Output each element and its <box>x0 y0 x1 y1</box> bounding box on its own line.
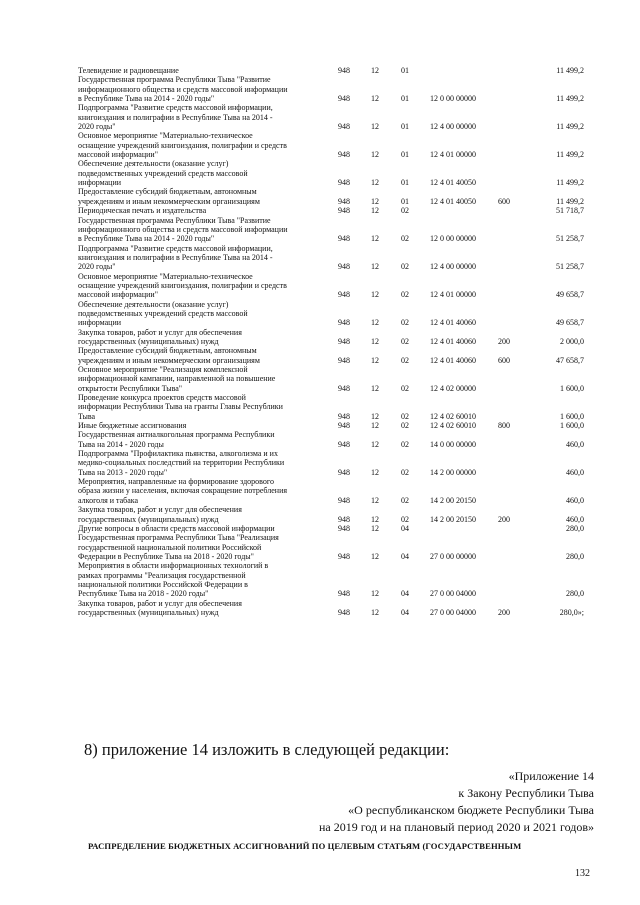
ministry-code: 948 <box>338 150 350 160</box>
row-name <box>78 421 328 430</box>
section-code: 12 <box>371 290 379 300</box>
section-code: 12 <box>371 262 379 272</box>
subsection-code: 02 <box>401 234 409 244</box>
row-name <box>78 430 328 449</box>
amount: 460,0 <box>566 467 584 477</box>
row-name-line: Предоставление субсидий бюджетным, автономным <box>78 346 257 356</box>
ministry-code: 948 <box>338 196 350 206</box>
table-row <box>78 533 598 561</box>
ministry-code: 948 <box>338 411 350 421</box>
row-name-line: государственных (муниципальных) нужд <box>78 607 219 617</box>
amount: 1 600,0 <box>560 383 584 393</box>
row-name <box>78 66 328 75</box>
row-name <box>78 346 328 365</box>
target-code: 27 0 00 04000 <box>430 607 476 617</box>
ministry-code: 948 <box>338 589 350 599</box>
ministry-code: 948 <box>338 355 350 365</box>
subsection-code: 02 <box>401 290 409 300</box>
amount: 11 499,2 <box>556 150 584 160</box>
table-row <box>78 75 598 103</box>
section-code: 12 <box>371 355 379 365</box>
row-name <box>78 216 328 244</box>
amount: 460,0 <box>566 439 584 449</box>
amount: 51 258,7 <box>556 234 584 244</box>
row-name-line: учреждениям и иным некоммерческим организациям <box>78 196 260 206</box>
row-name-line: 2020 годы" <box>78 262 116 272</box>
target-code: 12 4 01 40060 <box>430 336 476 346</box>
subsection-code: 04 <box>401 589 409 599</box>
row-name-line: Другие вопросы в области средств массовой информации <box>78 523 275 533</box>
section-code: 12 <box>371 150 379 160</box>
ministry-code: 948 <box>338 439 350 449</box>
row-name-line: Подпрограмма "Развитие средств массовой информации, <box>78 103 273 113</box>
amount: 11 499,2 <box>556 94 584 104</box>
subsection-code: 02 <box>401 206 409 216</box>
section-code: 12 <box>371 383 379 393</box>
row-name-line: Республике Тыва на 2018 - 2020 годы" <box>78 589 209 599</box>
row-name-line: Основное мероприятие "Материально-техническое <box>78 131 253 141</box>
row-name-line: Тыва <box>78 411 96 421</box>
amount: 47 658,7 <box>556 355 584 365</box>
table-row <box>78 244 598 272</box>
amount: 11 499,2 <box>556 196 584 206</box>
row-name-line: медико-социальных последствий на территории Республики <box>78 458 285 468</box>
row-name-line: рамках программы "Реализация государственной <box>78 570 246 580</box>
section-code: 12 <box>371 467 379 477</box>
section-code: 12 <box>371 421 379 431</box>
row-name-line: Государственная программа Республики Тыва "Реализация <box>78 533 279 543</box>
section-code: 12 <box>371 94 379 104</box>
row-name-line: информационного общества и средств массовой информации <box>78 84 288 94</box>
row-name-line: Закупка товаров, работ и услуг для обеспечения <box>78 598 242 608</box>
target-code: 12 4 01 40050 <box>430 178 476 188</box>
section-code: 12 <box>371 607 379 617</box>
row-name-line: подведомственных учреждений средств массовой <box>78 168 248 178</box>
row-name-line: информации Республики Тыва на гранты Главы Республики <box>78 402 283 412</box>
row-name-line: 2020 годы" <box>78 122 116 132</box>
table-row <box>78 216 598 244</box>
table-row <box>78 561 598 598</box>
target-code: 12 4 00 00000 <box>430 262 476 272</box>
row-name <box>78 244 328 272</box>
table-row <box>78 187 598 206</box>
row-name-line: информационного общества и средств массовой информации <box>78 224 288 234</box>
page-number: 132 <box>575 868 590 879</box>
target-code: 12 0 00 00000 <box>430 94 476 104</box>
table-row <box>78 393 598 421</box>
subsection-code: 01 <box>401 178 409 188</box>
subsection-code: 02 <box>401 355 409 365</box>
addendum-line: на 2019 год и на плановый период 2020 и 2021 годов» <box>318 820 594 834</box>
amount: 51 258,7 <box>556 262 584 272</box>
section-code: 12 <box>371 336 379 346</box>
subsection-code: 02 <box>401 262 409 272</box>
amount: 11 499,2 <box>556 178 584 188</box>
amount: 2 000,0 <box>560 336 584 346</box>
target-code: 14 2 00 20150 <box>430 514 476 524</box>
subsection-code: 04 <box>401 551 409 561</box>
ministry-code: 948 <box>338 383 350 393</box>
target-code: 14 2 00 00000 <box>430 467 476 477</box>
ministry-code: 948 <box>338 66 350 75</box>
amount: 460,0 <box>566 514 584 524</box>
subsection-code: 02 <box>401 495 409 505</box>
amount: 51 718,7 <box>556 206 584 216</box>
section-title: РАСПРЕДЕЛЕНИЕ БЮДЖЕТНЫХ АССИГНОВАНИЙ ПО ЦЕЛЕВЫМ СТАТЬЯМ (ГОСУДАРСТВЕННЫМ <box>88 841 522 851</box>
section-code: 12 <box>371 318 379 328</box>
row-name <box>78 533 328 561</box>
ministry-code: 948 <box>338 94 350 104</box>
section-code: 12 <box>371 439 379 449</box>
table-row <box>78 477 598 505</box>
row-name <box>78 187 328 206</box>
subsection-code: 02 <box>401 411 409 421</box>
row-name-line: Закупка товаров, работ и услуг для обеспечения <box>78 327 242 337</box>
ministry-code: 948 <box>338 421 350 431</box>
subsection-code: 01 <box>401 66 409 75</box>
table-row <box>78 505 598 524</box>
table-row <box>78 272 598 300</box>
ministry-code: 948 <box>338 467 350 477</box>
target-code: 12 4 02 60010 <box>430 411 476 421</box>
amount: 280,0 <box>566 589 584 599</box>
row-name-line: подведомственных учреждений средств массовой <box>78 308 248 318</box>
amount: 280,0»; <box>559 607 584 617</box>
subsection-code: 02 <box>401 467 409 477</box>
row-name <box>78 131 328 159</box>
section-code: 12 <box>371 234 379 244</box>
row-name <box>78 159 328 187</box>
row-name-line: государственной национальной политики Российской <box>78 542 262 552</box>
row-name-line: Тыва на 2013 - 2020 годы" <box>78 467 168 477</box>
amount: 49 658,7 <box>556 318 584 328</box>
target-code: 12 4 02 60010 <box>430 421 476 431</box>
row-name-line: Федерации в Республике Тыва на 2018 - 2020 годы" <box>78 551 254 561</box>
row-name-line: массовой информации" <box>78 290 158 300</box>
row-name-line: информации <box>78 178 122 188</box>
row-name-line: Государственная антиалкогольная программа Республики <box>78 430 275 440</box>
ministry-code: 948 <box>338 336 350 346</box>
ministry-code: 948 <box>338 607 350 617</box>
table-row <box>78 449 598 477</box>
subsection-code: 01 <box>401 150 409 160</box>
row-name-line: Основное мероприятие "Материально-техническое <box>78 271 253 281</box>
table-row <box>78 524 598 533</box>
expense-type-code: 200 <box>498 607 510 617</box>
subsection-code: 04 <box>401 523 409 533</box>
row-name-line: массовой информации" <box>78 150 158 160</box>
row-name-line: оснащение учреждений книгоиздания, полиграфии и средств <box>78 280 287 290</box>
subsection-code: 02 <box>401 421 409 431</box>
table-row <box>78 421 598 430</box>
target-code: 12 4 00 00000 <box>430 122 476 132</box>
row-name <box>78 206 328 215</box>
row-name <box>78 524 328 533</box>
row-name <box>78 477 328 505</box>
subsection-code: 02 <box>401 439 409 449</box>
section-code: 12 <box>371 495 379 505</box>
target-code: 27 0 00 04000 <box>430 589 476 599</box>
row-name-line: в Республике Тыва на 2014 - 2020 годы" <box>78 234 215 244</box>
ministry-code: 948 <box>338 514 350 524</box>
row-name-line: Периодическая печать и издательства <box>78 206 207 216</box>
amount: 1 600,0 <box>560 421 584 431</box>
table-row <box>78 103 598 131</box>
subsection-code: 01 <box>401 122 409 132</box>
section-code: 12 <box>371 411 379 421</box>
expense-type-code: 200 <box>498 514 510 524</box>
table-row <box>78 66 598 75</box>
addendum-block <box>319 768 594 836</box>
section-code: 12 <box>371 196 379 206</box>
section-code: 12 <box>371 178 379 188</box>
ministry-code: 948 <box>338 234 350 244</box>
row-name-line: в Республике Тыва на 2014 - 2020 годы" <box>78 94 215 104</box>
subsection-code: 01 <box>401 94 409 104</box>
table-row <box>78 300 598 328</box>
amount: 49 658,7 <box>556 290 584 300</box>
table-row <box>78 599 598 618</box>
expense-type-code: 600 <box>498 355 510 365</box>
ministry-code: 948 <box>338 262 350 272</box>
amount: 280,0 <box>566 523 584 533</box>
target-code: 12 4 02 00000 <box>430 383 476 393</box>
row-name-line: Мероприятия, направленные на формирование здорового <box>78 477 274 487</box>
section-code: 12 <box>371 589 379 599</box>
row-name <box>78 505 328 524</box>
amount: 1 600,0 <box>560 411 584 421</box>
row-name-line: образа жизни у населения, включая сокращение потребления <box>78 486 288 496</box>
table-row <box>78 206 598 215</box>
row-name-line: Обеспечение деятельности (оказание услуг) <box>78 299 229 309</box>
addendum-line: к Закону Республики Тыва <box>458 786 594 800</box>
ministry-code: 948 <box>338 206 350 216</box>
row-name-line: Подпрограмма "Профилактика пьянства, алкоголизма и их <box>78 449 278 459</box>
subsection-code: 02 <box>401 383 409 393</box>
table-row <box>78 328 598 347</box>
row-name-line: Предоставление субсидий бюджетным, автономным <box>78 187 257 197</box>
ministry-code: 948 <box>338 551 350 561</box>
row-name-line: Основное мероприятие "Реализация комплексной <box>78 365 248 374</box>
row-name-line: книгоиздания и полиграфии в Республике Тыва на 2014 - <box>78 112 273 122</box>
row-name-line: книгоиздания и полиграфии в Республике Тыва на 2014 - <box>78 252 273 262</box>
row-name-line: открытости Республики Тыва" <box>78 383 183 393</box>
budget-table <box>78 66 598 617</box>
target-code: 12 4 01 40050 <box>430 196 476 206</box>
expense-type-code: 800 <box>498 421 510 431</box>
table-row <box>78 430 598 449</box>
section-code: 12 <box>371 206 379 216</box>
addendum-line: «О республиканском бюджете Республики Тыва <box>348 803 594 817</box>
subsection-code: 01 <box>401 196 409 206</box>
table-row <box>78 131 598 159</box>
table-row <box>78 346 598 365</box>
row-name-line: Подпрограмма "Развитие средств массовой информации, <box>78 243 273 253</box>
section-code: 12 <box>371 551 379 561</box>
row-name <box>78 272 328 300</box>
row-name-line: Закупка товаров, работ и услуг для обеспечения <box>78 505 242 515</box>
amount: 11 499,2 <box>556 122 584 132</box>
ministry-code: 948 <box>338 178 350 188</box>
ministry-code: 948 <box>338 495 350 505</box>
row-name-line: Иные бюджетные ассигнования <box>78 421 187 431</box>
row-name-line: Тыва на 2014 - 2020 годы <box>78 439 164 449</box>
ministry-code: 948 <box>338 523 350 533</box>
row-name-line: Государственная программа Республики Тыва "Развитие <box>78 75 271 85</box>
expense-type-code: 200 <box>498 336 510 346</box>
ministry-code: 948 <box>338 290 350 300</box>
section-code: 12 <box>371 514 379 524</box>
row-name-line: информации <box>78 318 122 328</box>
target-code: 12 4 01 00000 <box>430 290 476 300</box>
row-name <box>78 393 328 421</box>
row-name <box>78 75 328 103</box>
subsection-code: 04 <box>401 607 409 617</box>
section-code: 12 <box>371 66 379 75</box>
row-name-line: Государственная программа Республики Тыва "Развитие <box>78 215 271 225</box>
target-code: 14 2 00 20150 <box>430 495 476 505</box>
subsection-code: 02 <box>401 336 409 346</box>
row-name-line: государственных (муниципальных) нужд <box>78 336 219 346</box>
target-code: 12 4 01 40060 <box>430 355 476 365</box>
target-code: 12 4 01 40060 <box>430 318 476 328</box>
row-name-line: оснащение учреждений книгоиздания, полиграфии и средств <box>78 140 287 150</box>
row-name <box>78 449 328 477</box>
subsection-code: 02 <box>401 318 409 328</box>
row-name-line: Мероприятия в области информационных технологий в <box>78 561 269 571</box>
row-name <box>78 599 328 618</box>
section-code: 12 <box>371 523 379 533</box>
expense-type-code: 600 <box>498 196 510 206</box>
row-name-line: учреждениям и иным некоммерческим организациям <box>78 355 260 365</box>
section-code: 12 <box>371 122 379 132</box>
subsection-code: 02 <box>401 514 409 524</box>
row-name-line: информационной кампании, направленной на повышение <box>78 374 276 384</box>
row-name <box>78 300 328 328</box>
ministry-code: 948 <box>338 318 350 328</box>
row-name <box>78 328 328 347</box>
ministry-code: 948 <box>338 122 350 132</box>
row-name-line: национальной политики Российской Федерации в <box>78 579 248 589</box>
target-code: 14 0 00 00000 <box>430 439 476 449</box>
row-name-line: Телевидение и радиовещание <box>78 66 179 75</box>
row-name <box>78 365 328 393</box>
addendum-line: «Приложение 14 <box>508 769 594 783</box>
amendment-heading: 8) приложение 14 изложить в следующей редакции: <box>84 740 450 759</box>
row-name-line: алкоголя и табака <box>78 495 139 505</box>
row-name <box>78 103 328 131</box>
row-name <box>78 561 328 598</box>
target-code: 12 4 01 00000 <box>430 150 476 160</box>
row-name-line: Обеспечение деятельности (оказание услуг) <box>78 159 229 169</box>
target-code: 12 0 00 00000 <box>430 234 476 244</box>
table-row <box>78 159 598 187</box>
amount: 460,0 <box>566 495 584 505</box>
target-code: 27 0 00 00000 <box>430 551 476 561</box>
row-name-line: государственных (муниципальных) нужд <box>78 514 219 524</box>
amount: 280,0 <box>566 551 584 561</box>
amount: 11 499,2 <box>556 66 584 75</box>
row-name-line: Проведение конкурса проектов средств массовой <box>78 393 246 403</box>
table-row <box>78 365 598 393</box>
